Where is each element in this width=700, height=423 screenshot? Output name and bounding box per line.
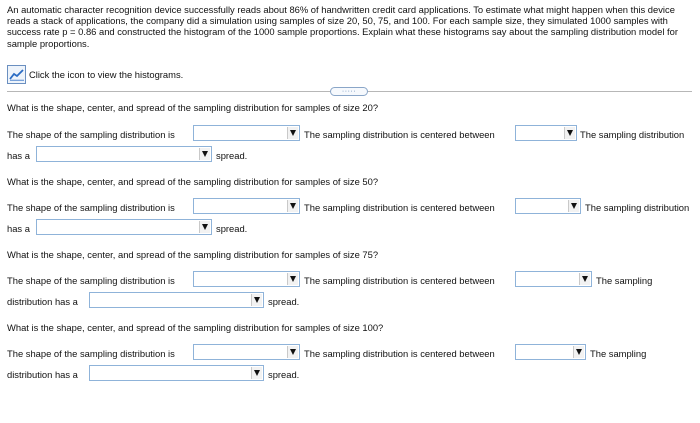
problem-statement: An automatic character recognition device successfully reads about 86% of handwritten credit card applications. To estimate what might happen when this device reads a stack of applications, the company did a simulation using samples of size 20, 50, 75, and 100. For each sample size, they simulated 1000 samples with success rate p = 0.86 and constructed the histogram of the 1000 sample proportions. Explain what these histograms say about the sampling distribution model for sample proportions. xyxy=(7,4,678,49)
spread-label: spread. xyxy=(216,150,248,161)
spread-dropdown-size-100[interactable] xyxy=(89,365,264,381)
chevron-down-icon xyxy=(287,200,298,212)
center-dropdown-size-20[interactable] xyxy=(515,125,577,141)
shape-label: The shape of the sampling distribution is xyxy=(7,348,175,359)
spread-intro-label: The sampling distribution xyxy=(585,202,690,213)
distribution-has-a-label: distribution has a xyxy=(7,369,78,380)
question-size-50: What is the shape, center, and spread of the sampling distribution for samples of size 50? xyxy=(7,176,379,187)
histogram-link-label[interactable]: Click the icon to view the histograms. xyxy=(29,68,184,80)
question-size-75: What is the shape, center, and spread of the sampling distribution for samples of size 75? xyxy=(7,249,379,260)
spread-label: spread. xyxy=(216,223,248,234)
expand-button[interactable]: ····· xyxy=(330,87,368,96)
center-label: The sampling distribution is centered between xyxy=(304,129,495,140)
chevron-down-icon xyxy=(573,346,584,358)
question-size-100: What is the shape, center, and spread of the sampling distribution for samples of size 100? xyxy=(7,322,384,333)
chevron-down-icon xyxy=(199,221,210,233)
chevron-down-icon xyxy=(564,127,575,139)
shape-dropdown-size-100[interactable] xyxy=(193,344,300,360)
spread-label: spread. xyxy=(268,296,300,307)
center-dropdown-size-100[interactable] xyxy=(515,344,586,360)
chevron-down-icon xyxy=(287,127,298,139)
center-label: The sampling distribution is centered between xyxy=(304,202,495,213)
spread-dropdown-size-75[interactable] xyxy=(89,292,264,308)
spread-intro-label: The sampling xyxy=(596,275,653,286)
shape-label: The shape of the sampling distribution is xyxy=(7,275,175,286)
center-label: The sampling distribution is centered between xyxy=(304,348,495,359)
center-label: The sampling distribution is centered between xyxy=(304,275,495,286)
spread-intro-label: The sampling distribution xyxy=(580,129,685,140)
shape-dropdown-size-75[interactable] xyxy=(193,271,300,287)
shape-dropdown-size-50[interactable] xyxy=(193,198,300,214)
chevron-down-icon xyxy=(568,200,579,212)
question-size-20: What is the shape, center, and spread of the sampling distribution for samples of size 20? xyxy=(7,102,379,113)
histogram-link[interactable] xyxy=(7,64,183,84)
has-a-label: has a xyxy=(7,223,30,234)
has-a-label: has a xyxy=(7,150,30,161)
shape-label: The shape of the sampling distribution is xyxy=(7,202,175,213)
chart-icon[interactable] xyxy=(7,65,26,84)
chevron-down-icon xyxy=(199,148,210,160)
center-dropdown-size-50[interactable] xyxy=(515,198,581,214)
spread-label: spread. xyxy=(268,369,300,380)
chevron-down-icon xyxy=(287,346,298,358)
chevron-down-icon xyxy=(251,294,262,306)
chevron-down-icon xyxy=(287,273,298,285)
shape-label: The shape of the sampling distribution is xyxy=(7,129,175,140)
chevron-down-icon xyxy=(251,367,262,379)
shape-dropdown-size-20[interactable] xyxy=(193,125,300,141)
distribution-has-a-label: distribution has a xyxy=(7,296,78,307)
chevron-down-icon xyxy=(579,273,590,285)
center-dropdown-size-75[interactable] xyxy=(515,271,592,287)
spread-dropdown-size-20[interactable] xyxy=(36,146,212,162)
spread-intro-label: The sampling xyxy=(590,348,647,359)
spread-dropdown-size-50[interactable] xyxy=(36,219,212,235)
